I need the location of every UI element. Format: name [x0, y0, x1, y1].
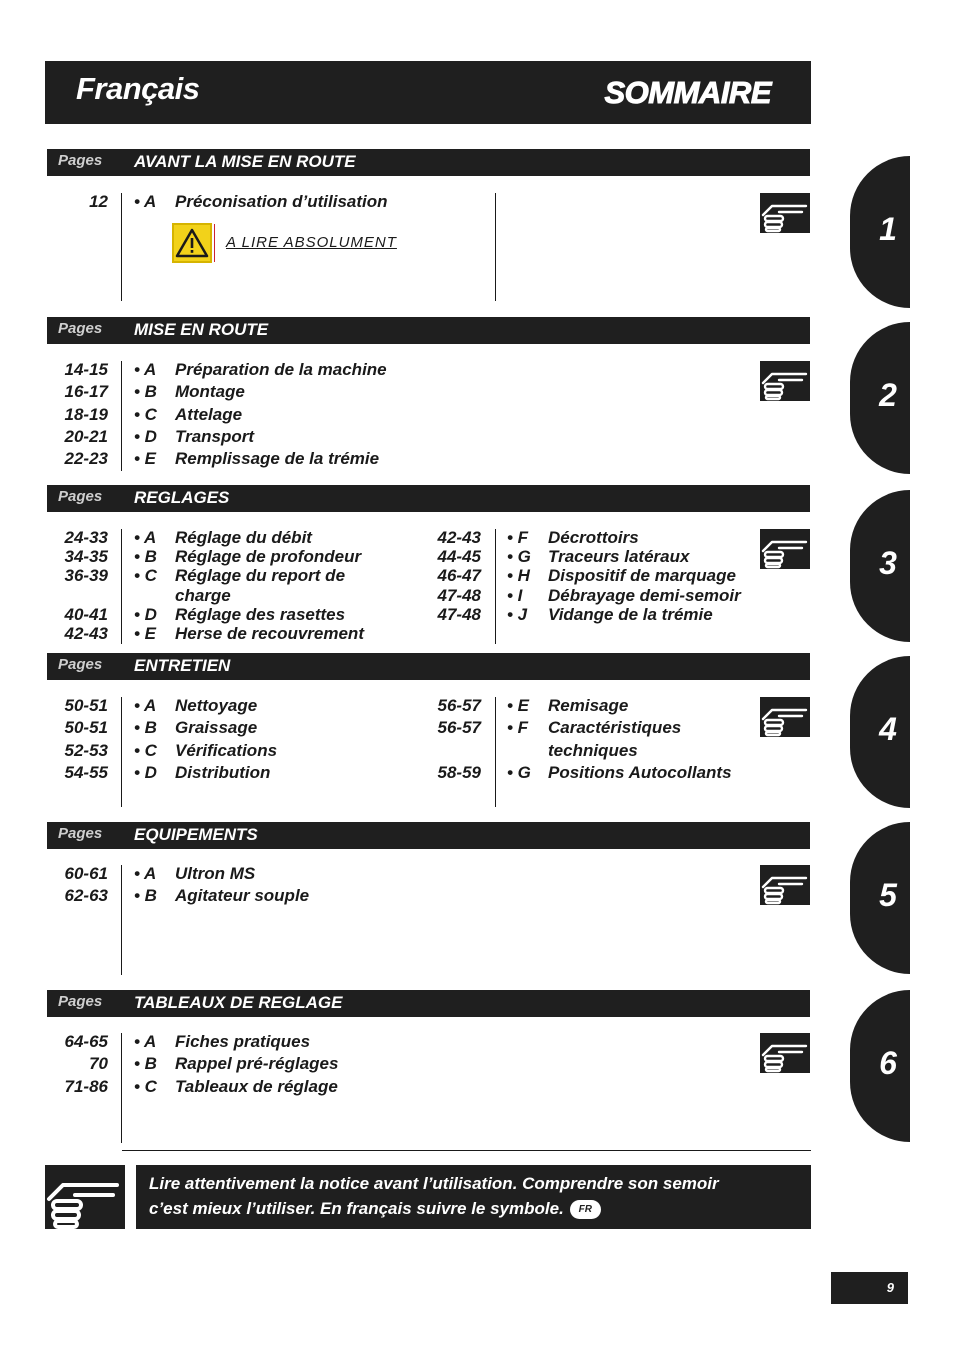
- entry-label: Montage: [175, 382, 245, 402]
- page-range: 40-41: [64, 604, 108, 624]
- section-bar: [47, 653, 810, 680]
- section-bar: [47, 317, 810, 344]
- pointing-hand-icon: [760, 697, 810, 737]
- entry-letter: • A: [134, 192, 157, 211]
- page-range: 70: [89, 1054, 108, 1074]
- column-divider: [121, 361, 122, 471]
- entry-letter: • E: [134, 624, 157, 643]
- pages-label: Pages: [58, 320, 103, 337]
- chapter-tab-number: 3: [879, 545, 897, 581]
- chapter-tab-number: 5: [879, 877, 897, 913]
- page-range: 58-59: [437, 762, 481, 782]
- page-title: SOMMAIRE: [604, 75, 771, 110]
- entry-letter: • C: [134, 1076, 157, 1096]
- chapter-tab-number: 1: [879, 211, 897, 247]
- entry-letter: • B: [134, 886, 157, 906]
- entry-label: Agitateur souple: [175, 886, 310, 906]
- page-range: 50-51: [64, 696, 108, 715]
- page-range: 47-48: [437, 604, 481, 624]
- chapter-tab-number: 4: [879, 711, 897, 747]
- section-bar: [47, 822, 810, 849]
- entry-label: Vidange de la trémie: [548, 604, 713, 624]
- page-range: 20-21: [64, 426, 108, 446]
- section-title: AVANT LA MISE EN ROUTE: [134, 152, 356, 171]
- page-range: 62-63: [64, 886, 108, 906]
- entry-letter: • E: [507, 696, 530, 715]
- page-range: 71-86: [64, 1076, 108, 1096]
- warning-divider: [214, 224, 215, 262]
- entry-label: Attelage: [175, 404, 243, 424]
- page-range: 18-19: [64, 404, 108, 424]
- section-title: MISE EN ROUTE: [134, 320, 269, 339]
- language-title: Français: [76, 71, 200, 106]
- pointing-hand-icon: [760, 529, 810, 569]
- footer-notice: [136, 1165, 811, 1229]
- entry-letter: • A: [134, 864, 157, 883]
- entry-label: Réglage du report de: [175, 566, 346, 586]
- pages-label: Pages: [58, 656, 103, 673]
- entry-label: charge: [175, 585, 231, 605]
- entry-letter: • D: [134, 426, 157, 446]
- section-bar: [47, 990, 810, 1017]
- pointing-hand-icon: [760, 361, 810, 401]
- page-range: 54-55: [64, 762, 108, 782]
- column-divider: [121, 697, 122, 807]
- column-divider: [495, 193, 496, 301]
- page-range: 64-65: [64, 1032, 108, 1051]
- pointing-hand-icon: [760, 1033, 810, 1073]
- entry-label: Fiches pratiques: [175, 1032, 311, 1051]
- page-range: 16-17: [64, 382, 108, 402]
- entry-letter: • H: [507, 566, 530, 586]
- page-range: 44-45: [437, 547, 481, 567]
- page-range: 14-15: [64, 360, 108, 379]
- entry-letter: • B: [134, 382, 157, 402]
- column-divider: [121, 1033, 122, 1143]
- entry-letter: • F: [507, 718, 529, 738]
- entry-label: Graissage: [175, 718, 258, 738]
- column-divider: [121, 865, 122, 975]
- column-divider: [121, 529, 122, 644]
- entry-label: Réglage des rasettes: [175, 604, 346, 624]
- page-range: 22-23: [64, 449, 108, 469]
- entry-letter: • J: [507, 604, 528, 624]
- entry-letter: • D: [134, 762, 157, 782]
- entry-letter: • A: [134, 1032, 157, 1051]
- section-title: ENTRETIEN: [134, 656, 231, 675]
- entry-label: Remplissage de la trémie: [175, 449, 380, 469]
- entry-label: Traceurs latéraux: [548, 547, 690, 567]
- entry-label: Vérifications: [175, 740, 278, 760]
- section-bar: [47, 149, 810, 176]
- entry-letter: • C: [134, 740, 157, 760]
- entry-letter: • E: [134, 449, 157, 469]
- warning-text[interactable]: A LIRE ABSOLUMENT: [226, 234, 397, 251]
- entry-letter: • A: [134, 528, 157, 547]
- entry-label: Nettoyage: [175, 696, 258, 715]
- entry-label: Réglage du débit: [175, 528, 312, 547]
- page-range: 42-43: [437, 528, 481, 547]
- entry-label: Réglage de profondeur: [175, 547, 362, 567]
- footer-line-1: Lire attentivement la notice avant l’utilisation. Comprendre son semoir: [149, 1174, 719, 1193]
- section-title: TABLEAUX DE REGLAGE: [134, 993, 343, 1012]
- page-range: 47-48: [437, 585, 481, 605]
- entry-letter: • A: [134, 360, 157, 379]
- entry-letter: • B: [134, 547, 157, 567]
- page-range: 42-43: [64, 624, 108, 643]
- page-range: 24-33: [64, 528, 108, 547]
- page-range: 12: [89, 192, 108, 211]
- pointing-hand-icon: [45, 1165, 125, 1229]
- entry-letter: • A: [134, 696, 157, 715]
- footer-line-2: [149, 1196, 811, 1221]
- column-divider: [121, 193, 122, 301]
- header-bar: [45, 61, 811, 124]
- section-bar: [47, 485, 810, 512]
- column-divider: [495, 697, 496, 807]
- page-range: 52-53: [64, 740, 108, 760]
- pages-label: Pages: [58, 825, 103, 842]
- entry-letter: • B: [134, 718, 157, 738]
- entry-label: Préconisation d’utilisation: [175, 192, 388, 211]
- entry-label: Ultron MS: [175, 864, 256, 883]
- entry-label: Dispositif de marquage: [548, 566, 736, 586]
- entry-label: Positions Autocollants: [548, 762, 732, 782]
- entry-label: Décrottoirs: [548, 528, 639, 547]
- footer-line-2-text: c’est mieux l’utiliser. En français suivre le symbole.: [149, 1199, 564, 1218]
- entry-label: Herse de recouvrement: [175, 624, 364, 643]
- entry-label: Distribution: [175, 762, 271, 782]
- entry-letter: • G: [507, 762, 531, 782]
- fr-badge: FR: [570, 1200, 601, 1219]
- entry-label: Rappel pré-réglages: [175, 1054, 339, 1074]
- entry-label: Tableaux de réglage: [175, 1076, 338, 1096]
- page-number: 9: [831, 1272, 908, 1304]
- page-range: 34-35: [64, 547, 108, 567]
- page-range: 60-61: [64, 864, 108, 883]
- entry-letter: • C: [134, 566, 157, 586]
- footer-divider: [122, 1150, 811, 1151]
- section-title: EQUIPEMENTS: [134, 825, 258, 844]
- chapter-tab-number: 6: [879, 1045, 897, 1081]
- entry-label: techniques: [548, 740, 638, 760]
- entry-letter: • G: [507, 547, 531, 567]
- entry-letter: • I: [507, 585, 523, 605]
- entry-letter: • C: [134, 404, 157, 424]
- page-range: 46-47: [437, 566, 481, 586]
- page-range: 56-57: [437, 696, 481, 715]
- pointing-hand-icon: [760, 865, 810, 905]
- entry-label: Remisage: [548, 696, 629, 715]
- section-title: REGLAGES: [134, 488, 230, 507]
- page-range: 36-39: [64, 566, 108, 586]
- pointing-hand-icon: [760, 193, 810, 233]
- page-range: 50-51: [64, 718, 108, 738]
- pages-label: Pages: [58, 993, 103, 1010]
- entry-letter: • B: [134, 1054, 157, 1074]
- pages-label: Pages: [58, 152, 103, 169]
- pages-label: Pages: [58, 488, 103, 505]
- entry-label: Débrayage demi-semoir: [548, 585, 741, 605]
- page-range: 56-57: [437, 718, 481, 738]
- chapter-tab-number: 2: [879, 377, 897, 413]
- column-divider: [495, 529, 496, 644]
- entry-label: Transport: [175, 426, 255, 446]
- entry-label: Préparation de la machine: [175, 360, 387, 379]
- warning-triangle-icon: [172, 223, 212, 263]
- entry-letter: • F: [507, 528, 529, 547]
- entry-label: Caractéristiques: [548, 718, 682, 738]
- entry-letter: • D: [134, 604, 157, 624]
